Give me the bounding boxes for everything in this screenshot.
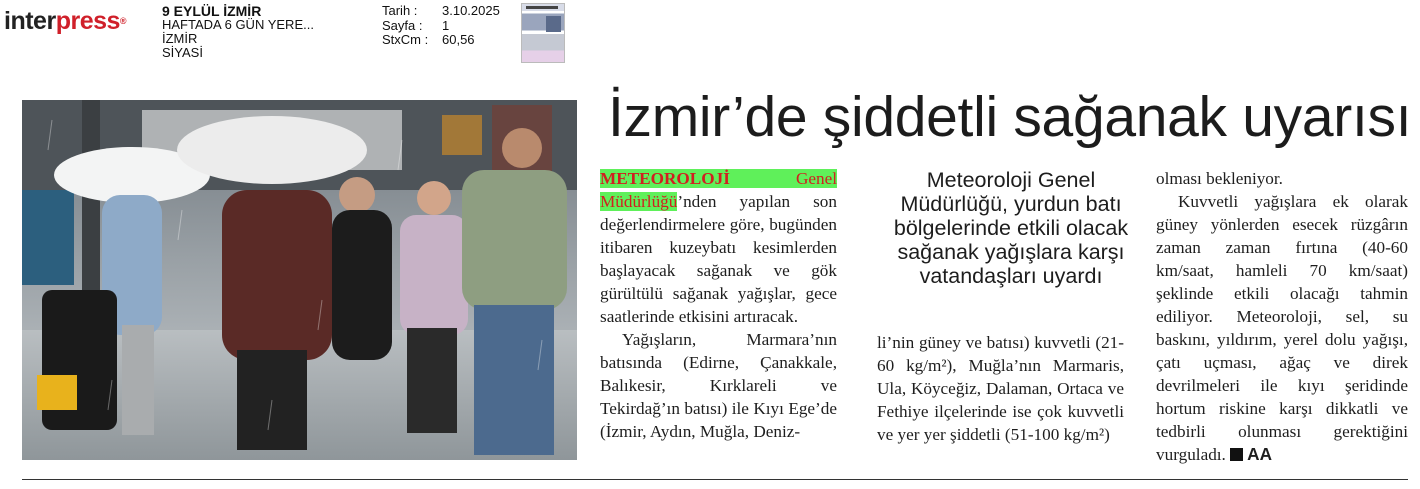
paragraph-1 — [600, 167, 837, 328]
paragraph-1-rest: ’nden yapılan son değerlendirmelere göre, bugünden itibaren kuzeybatı kesimlerden başlayacak sağanak ve gök gürültülü sağanak yağışlar, gece saatlerinde etkisini artıracak. — [600, 192, 837, 326]
clipping-meta — [382, 4, 500, 48]
pull-quote: Meteoroloji Genel Müdürlüğü, yurdun batı bölgelerinde etkili olacak sağanak yağışlara karşı vatandaşları uyardı — [893, 168, 1129, 288]
stxcm-value: 60,56 — [442, 32, 475, 47]
section-text: SİYASİ — [162, 45, 203, 60]
article-column-1 — [600, 167, 837, 443]
publication-info — [162, 4, 314, 60]
keyword-text: METEOROLOJİ — [600, 169, 730, 188]
article-column-2 — [877, 331, 1124, 446]
page-thumbnail[interactable] — [521, 3, 565, 63]
paragraph-3: li’nin güney ve batısı) kuvvetli (21-60 kg/m²), Muğla’nın Marmaris, Ula, Köyceğiz, Dalaman, Ortaca ve Fethiye ilçelerinde ise çok kuvvetli ve yer yer şiddetli (51-100 kg/m²) — [877, 333, 1124, 444]
publication-name: 9 EYLÜL İZMİR — [162, 3, 262, 19]
bottom-divider — [22, 479, 1408, 480]
rain-street-illustration — [22, 100, 577, 460]
date-value: 3.10.2025 — [442, 3, 500, 18]
paragraph-5-text: Kuvvetli yağışlara ek olarak güney yönlerden esecek rüzgârın zaman zaman fırtına (40-60 km/saat, hamleli 70 km/saat) şeklinde etkili olacağı tahmin ediliyor. Meteoroloji, sel, su baskını, yıldırım, yerel dolu yağışı, çatı uçması, ağaç ve direk devrilmeleri ile kıyı şeridinde hortum riskine karşı dikkatli ve tedbirli olunması gerektiğini vurguladı. — [1156, 192, 1408, 464]
keyword-tail-2: Müdürlüğü — [600, 192, 678, 211]
interpress-logo: interpress® — [4, 7, 127, 35]
page-label: Sayfa : — [382, 17, 423, 33]
stxcm-label: StxCm : — [382, 32, 429, 47]
page-row — [382, 19, 500, 34]
edition-text: HAFTADA 6 GÜN YERE... — [162, 17, 314, 32]
paragraph-5 — [1156, 190, 1408, 466]
date-label: Tarih : — [382, 3, 418, 18]
signature-text: AA — [1247, 444, 1272, 464]
square-bullet-icon — [1230, 448, 1243, 461]
highlighted-keyword — [600, 169, 837, 188]
date-row — [382, 4, 500, 19]
city-text: İZMİR — [162, 31, 198, 46]
paragraph-2: Yağışların, Marmara’nın batısında (Edirne, Çanakkale, Balıkesir, Kırklareli ve Tekirdağ’ın batısı) ile Kıyı Ege’de (İzmir, Aydın, Muğla, Deniz- — [600, 330, 837, 441]
paragraph-4: olması bekleniyor. — [1156, 169, 1283, 188]
agency-signature — [1230, 444, 1272, 464]
thumbnail-masthead — [526, 6, 558, 9]
article-column-3 — [1156, 167, 1408, 466]
article-headline: İzmir’de şiddetli sağanak uyarısı — [608, 85, 1412, 149]
thumbnail-photo — [546, 16, 561, 32]
page-value: 1 — [442, 17, 450, 33]
keyword-tail-1: Genel — [795, 169, 837, 188]
rain-photo — [22, 100, 577, 460]
stxcm-row — [382, 33, 500, 48]
